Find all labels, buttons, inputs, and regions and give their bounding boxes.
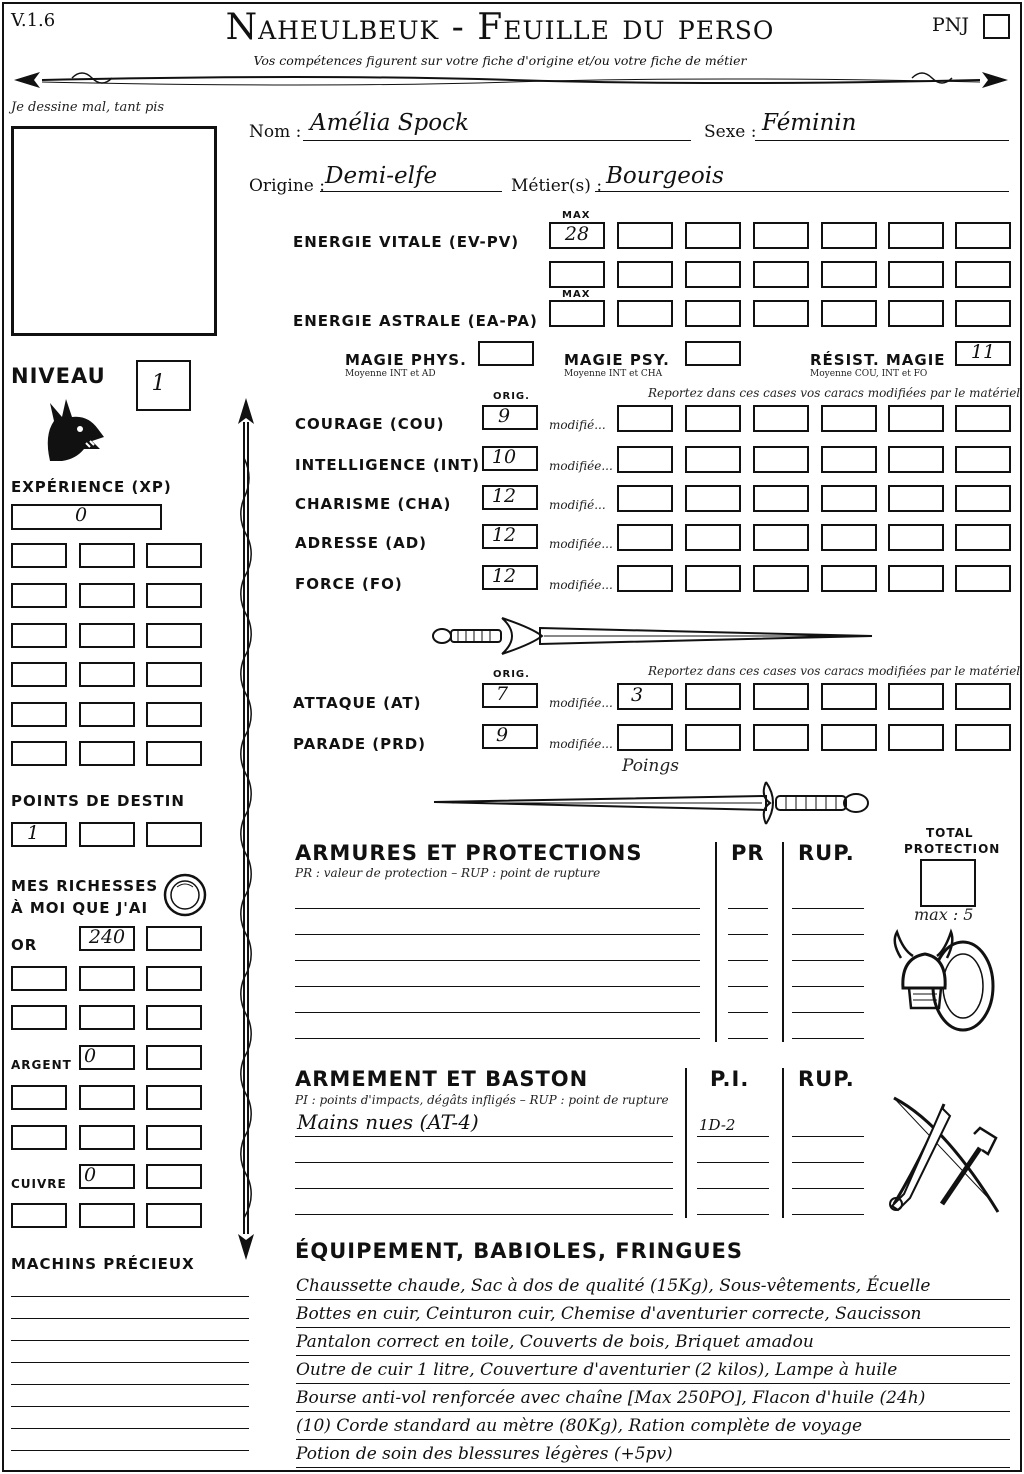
ev-max-value: 28 — [564, 223, 590, 245]
attaque-orig-value: 7 — [495, 683, 509, 705]
stats-orig-label: ORIG. — [493, 391, 530, 402]
resist-magie-note: Moyenne COU, INT et FO — [810, 369, 928, 379]
argent-value: 0 — [83, 1045, 97, 1067]
combat-orig-label: ORIG. — [493, 669, 530, 680]
stat-4-mod-box-3[interactable] — [753, 565, 809, 592]
sheet-title: Naheulbeuk - Feuille du perso — [225, 7, 775, 48]
armure-pr-line-2[interactable] — [728, 960, 768, 961]
xp-cell-1-0[interactable] — [11, 583, 67, 608]
attaque-modif-label: modifiée... — [549, 696, 613, 710]
stat-label-0: COURAGE (COU) — [295, 415, 445, 433]
ev-row-1-box-5[interactable] — [888, 222, 944, 249]
attaque-mod-box-3[interactable] — [753, 683, 809, 710]
parade-mod-box-4[interactable] — [821, 724, 877, 751]
or-value: 240 — [88, 926, 126, 948]
ea-row-box-2[interactable] — [685, 300, 741, 327]
metier-label: Métier(s) : — [511, 176, 603, 196]
ea-row-box-6[interactable] — [955, 300, 1011, 327]
niveau-label: NIVEAU — [11, 364, 106, 388]
armures-title: ARMURES ET PROTECTIONS — [295, 841, 643, 865]
resist-magie-value: 11 — [970, 341, 996, 363]
xp-cell-2-0[interactable] — [11, 623, 67, 648]
sexe-line — [755, 140, 1009, 141]
ev-max-label: MAX — [562, 210, 591, 221]
machins-label: MACHINS PRÉCIEUX — [11, 1255, 195, 1273]
total-protection-box[interactable] — [920, 859, 976, 907]
wealth-cell-0-1[interactable] — [79, 966, 135, 991]
total-label-1: TOTAL — [926, 826, 974, 840]
xp-cell-1-2[interactable] — [146, 583, 202, 608]
xp-cell-3-0[interactable] — [11, 662, 67, 687]
magie-psy-label: MAGIE PSY. — [564, 351, 670, 369]
stat-modif-label-4: modifiée... — [549, 578, 613, 592]
helmet-shield-icon — [889, 928, 999, 1034]
coin-icon — [163, 873, 207, 917]
armures-note: PR : valeur de protection – RUP : point de rupture — [295, 866, 601, 880]
ev-row-2-box-5[interactable] — [888, 261, 944, 288]
stat-modif-label-1: modifiée... — [549, 459, 613, 473]
stat-1-mod-box-6[interactable] — [955, 446, 1011, 473]
stat-2-mod-box-3[interactable] — [753, 485, 809, 512]
wealth-cell-2-1[interactable] — [79, 1085, 135, 1110]
arme-pi-line-2[interactable] — [697, 1188, 769, 1189]
stat-1-mod-box-5[interactable] — [888, 446, 944, 473]
arme-pi-0[interactable]: 1D-2 — [699, 1116, 736, 1134]
armure-name-line-4[interactable] — [295, 1012, 700, 1013]
niveau-value: 1 — [151, 371, 166, 396]
stat-0-mod-box-4[interactable] — [821, 405, 877, 432]
ev-row-1-box-6[interactable] — [955, 222, 1011, 249]
armure-name-line-3[interactable] — [295, 986, 700, 987]
destin-box-2[interactable] — [79, 822, 135, 847]
stat-modif-label-2: modifié... — [549, 498, 606, 512]
armure-pr-line-1[interactable] — [728, 934, 768, 935]
armure-name-line-2[interactable] — [295, 960, 700, 961]
richesses-label-1: MES RICHESSES — [11, 877, 159, 895]
stats-report-note: Reportez dans ces cases vos caracs modifiées par le matériel — [648, 386, 1021, 400]
parade-mod-box-6[interactable] — [955, 724, 1011, 751]
xp-cell-4-1[interactable] — [79, 702, 135, 727]
arme-name-line-2[interactable] — [295, 1188, 673, 1189]
magie-phys-box[interactable] — [478, 341, 534, 366]
cuivre-label: CUIVRE — [11, 1177, 67, 1191]
wealth-cell-4-2[interactable] — [146, 1203, 202, 1228]
stat-0-mod-box-3[interactable] — [753, 405, 809, 432]
magie-phys-label: MAGIE PHYS. — [345, 351, 467, 369]
armure-name-line-5[interactable] — [295, 1038, 700, 1039]
sexe-label: Sexe : — [704, 122, 757, 142]
or-box-2[interactable] — [146, 926, 202, 951]
cuivre-box-2[interactable] — [146, 1164, 202, 1189]
arme-rup-line-3[interactable] — [792, 1214, 864, 1215]
attaque-mod-box-6[interactable] — [955, 683, 1011, 710]
stat-2-mod-box-5[interactable] — [888, 485, 944, 512]
stat-0-mod-box-6[interactable] — [955, 405, 1011, 432]
ev-row-2-box-1[interactable] — [617, 261, 673, 288]
armures-col-sep-1 — [715, 842, 717, 1042]
wealth-cell-0-0[interactable] — [11, 966, 67, 991]
cuivre-value: 0 — [83, 1164, 97, 1186]
attaque-mod-box-5[interactable] — [888, 683, 944, 710]
wealth-cell-3-1[interactable] — [79, 1125, 135, 1150]
armement-title: ARMEMENT ET BASTON — [295, 1067, 589, 1091]
stat-modif-label-3: modifiée... — [549, 537, 613, 551]
attaque-label: ATTAQUE (AT) — [293, 694, 422, 712]
crossed-weapons-icon — [884, 1094, 1010, 1218]
xp-label: EXPÉRIENCE (XP) — [11, 478, 172, 496]
equipement-line-3[interactable]: Outre de cuir 1 litre, Couverture d'aventurier (2 kilos), Lampe à huile — [296, 1357, 1010, 1384]
arme-rup-line-1[interactable] — [792, 1162, 864, 1163]
xp-cell-0-1[interactable] — [79, 543, 135, 568]
stat-orig-value-4: 12 — [491, 565, 517, 587]
arme-rup-line-2[interactable] — [792, 1188, 864, 1189]
metier-line — [595, 191, 1009, 192]
armure-pr-line-4[interactable] — [728, 1012, 768, 1013]
stat-3-mod-box-1[interactable] — [617, 524, 673, 551]
argent-box-2[interactable] — [146, 1045, 202, 1070]
stat-orig-value-1: 10 — [491, 446, 517, 468]
vertical-spear — [234, 398, 258, 1260]
ev-row-1-box-2[interactable] — [685, 222, 741, 249]
armure-pr-line-0[interactable] — [728, 908, 768, 909]
armure-name-line-0[interactable] — [295, 908, 700, 909]
arme-name-line-1[interactable] — [295, 1162, 673, 1163]
dragon-head-icon — [40, 395, 106, 465]
wealth-cell-2-2[interactable] — [146, 1085, 202, 1110]
arme-pi-line-0[interactable] — [697, 1136, 769, 1137]
combat-report-note: Reportez dans ces cases vos caracs modifiées par le matériel — [648, 664, 1021, 678]
xp-cell-2-1[interactable] — [79, 623, 135, 648]
machins-line-5[interactable] — [11, 1406, 249, 1407]
ea-row-box-1[interactable] — [617, 300, 673, 327]
version-label: V.1.6 — [11, 10, 56, 31]
armure-name-line-1[interactable] — [295, 934, 700, 935]
richesses-label-2: À MOI QUE J'AI — [11, 899, 149, 917]
ea-max-box[interactable] — [549, 300, 605, 327]
parade-mod-box-2[interactable] — [685, 724, 741, 751]
arme-name-line-3[interactable] — [295, 1214, 673, 1215]
parade-mod-box-3[interactable] — [753, 724, 809, 751]
armure-rup-line-5[interactable] — [792, 1038, 864, 1039]
machins-line-0[interactable] — [11, 1296, 249, 1297]
arme-name-line-0[interactable] — [295, 1136, 673, 1137]
max-note: max : 5 — [914, 905, 974, 924]
ea-row-box-4[interactable] — [821, 300, 877, 327]
magie-psy-note: Moyenne INT et CHA — [564, 369, 663, 379]
attaque-mod-value-1: 3 — [630, 684, 644, 706]
armement-col-sep-2 — [782, 1068, 784, 1218]
sword-divider-top — [432, 614, 874, 656]
machins-line-3[interactable] — [11, 1362, 249, 1363]
stat-3-mod-box-6[interactable] — [955, 524, 1011, 551]
stat-3-mod-box-4[interactable] — [821, 524, 877, 551]
nom-field[interactable]: Amélia Spock — [310, 110, 469, 136]
xp-cell-0-0[interactable] — [11, 543, 67, 568]
stat-label-3: ADRESSE (AD) — [295, 534, 428, 552]
equipement-line-5[interactable]: (10) Corde standard au mètre (80Kg), Ration complète de voyage — [296, 1413, 1010, 1440]
stat-modif-label-0: modifié... — [549, 418, 606, 432]
stat-4-mod-box-2[interactable] — [685, 565, 741, 592]
xp-cell-5-1[interactable] — [79, 741, 135, 766]
equipement-line-4[interactable]: Bourse anti-vol renforcée avec chaîne [Max 250PO], Flacon d'huile (24h) — [296, 1385, 1010, 1412]
stat-2-mod-box-1[interactable] — [617, 485, 673, 512]
parade-mod-box-5[interactable] — [888, 724, 944, 751]
portrait-box[interactable] — [11, 126, 217, 336]
pnj-checkbox[interactable] — [983, 14, 1010, 39]
equipement-line-2[interactable]: Pantalon correct en toile, Couverts de bois, Briquet amadou — [296, 1329, 1010, 1356]
armure-rup-line-2[interactable] — [792, 960, 864, 961]
armures-col-sep-2 — [782, 842, 784, 1042]
armures-rup-header: RUP. — [798, 841, 855, 865]
stat-0-mod-box-2[interactable] — [685, 405, 741, 432]
stat-orig-value-0: 9 — [497, 405, 511, 427]
machins-line-2[interactable] — [11, 1340, 249, 1341]
arme-name-0[interactable]: Mains nues (AT-4) — [297, 1110, 479, 1134]
parade-orig-value: 9 — [495, 724, 509, 746]
xp-cell-4-2[interactable] — [146, 702, 202, 727]
wealth-cell-4-0[interactable] — [11, 1203, 67, 1228]
ev-row-2-box-3[interactable] — [753, 261, 809, 288]
xp-cell-5-2[interactable] — [146, 741, 202, 766]
wealth-cell-1-2[interactable] — [146, 1005, 202, 1030]
destin-label: POINTS DE DESTIN — [11, 792, 185, 810]
armure-pr-line-3[interactable] — [728, 986, 768, 987]
machins-line-6[interactable] — [11, 1428, 249, 1429]
parade-label: PARADE (PRD) — [293, 735, 427, 753]
armement-rup-header: RUP. — [798, 1067, 855, 1091]
arme-rup-line-0[interactable] — [792, 1136, 864, 1137]
resist-magie-label: RÉSIST. MAGIE — [810, 351, 946, 369]
ev-row-2-box-2[interactable] — [685, 261, 741, 288]
xp-cell-0-2[interactable] — [146, 543, 202, 568]
total-label-2: PROTECTION — [904, 842, 1001, 856]
ev-label: ENERGIE VITALE (EV-PV) — [293, 233, 520, 251]
stat-2-mod-box-2[interactable] — [685, 485, 741, 512]
wealth-cell-2-0[interactable] — [11, 1085, 67, 1110]
stat-1-mod-box-1[interactable] — [617, 446, 673, 473]
destin-value: 1 — [26, 822, 40, 844]
stat-orig-value-3: 12 — [491, 524, 517, 546]
stat-4-mod-box-4[interactable] — [821, 565, 877, 592]
stat-0-mod-box-1[interactable] — [617, 405, 673, 432]
wealth-cell-4-1[interactable] — [79, 1203, 135, 1228]
equipement-title: ÉQUIPEMENT, BABIOLES, FRINGUES — [295, 1239, 743, 1263]
xp-cell-3-1[interactable] — [79, 662, 135, 687]
magie-phys-note: Moyenne INT et AD — [345, 369, 436, 379]
stat-4-mod-box-1[interactable] — [617, 565, 673, 592]
ev-row-2-box-6[interactable] — [955, 261, 1011, 288]
portrait-caption: Je dessine mal, tant pis — [11, 100, 165, 115]
equipement-line-0[interactable]: Chaussette chaude, Sac à dos de qualité (15Kg), Sous-vêtements, Écuelle — [296, 1273, 1010, 1300]
stat-label-2: CHARISME (CHA) — [295, 495, 452, 513]
wealth-cell-3-2[interactable] — [146, 1125, 202, 1150]
magie-psy-box[interactable] — [685, 341, 741, 366]
origine-line — [320, 191, 502, 192]
stat-1-mod-box-3[interactable] — [753, 446, 809, 473]
argent-label: ARGENT — [11, 1058, 72, 1072]
ev-track-row-2-first[interactable] — [549, 261, 605, 288]
equipement-line-1[interactable]: Bottes en cuir, Ceinturon cuir, Chemise d'aventurier correcte, Saucisson — [296, 1301, 1010, 1328]
stat-label-4: FORCE (FO) — [295, 575, 403, 593]
xp-cell-1-1[interactable] — [79, 583, 135, 608]
wealth-cell-3-0[interactable] — [11, 1125, 67, 1150]
sexe-field[interactable]: Féminin — [762, 110, 857, 136]
attaque-mod-box-4[interactable] — [821, 683, 877, 710]
xp-cell-3-2[interactable] — [146, 662, 202, 687]
armure-rup-line-1[interactable] — [792, 934, 864, 935]
xp-cell-2-2[interactable] — [146, 623, 202, 648]
xp-cell-4-0[interactable] — [11, 702, 67, 727]
stat-4-mod-box-5[interactable] — [888, 565, 944, 592]
stat-label-1: INTELLIGENCE (INT) — [295, 456, 480, 474]
origine-field[interactable]: Demi-elfe — [325, 163, 438, 189]
stat-2-mod-box-4[interactable] — [821, 485, 877, 512]
nom-line — [303, 140, 691, 141]
machins-line-7[interactable] — [11, 1450, 249, 1451]
parade-mod-box-1[interactable] — [617, 724, 673, 751]
armure-pr-line-5[interactable] — [728, 1038, 768, 1039]
stat-0-mod-box-5[interactable] — [888, 405, 944, 432]
sword-divider-bottom — [432, 780, 874, 826]
stat-3-mod-box-3[interactable] — [753, 524, 809, 551]
arme-pi-line-3[interactable] — [697, 1214, 769, 1215]
armure-rup-line-3[interactable] — [792, 986, 864, 987]
ea-row-box-5[interactable] — [888, 300, 944, 327]
origine-label: Origine : — [249, 176, 325, 196]
destin-box-3[interactable] — [146, 822, 202, 847]
xp-value: 0 — [74, 504, 88, 526]
nom-label: Nom : — [249, 122, 302, 142]
arme-pi-line-1[interactable] — [697, 1162, 769, 1163]
ev-row-1-box-4[interactable] — [821, 222, 877, 249]
armure-rup-line-0[interactable] — [792, 908, 864, 909]
stat-3-mod-box-5[interactable] — [888, 524, 944, 551]
ea-label: ENERGIE ASTRALE (EA-PA) — [293, 312, 538, 330]
machins-line-4[interactable] — [11, 1384, 249, 1385]
header-spear-divider — [12, 68, 1010, 92]
parade-modif-label: modifiée... — [549, 737, 613, 751]
ev-row-1-box-1[interactable] — [617, 222, 673, 249]
armure-rup-line-4[interactable] — [792, 1012, 864, 1013]
ea-row-box-3[interactable] — [753, 300, 809, 327]
xp-cell-5-0[interactable] — [11, 741, 67, 766]
stat-orig-value-2: 12 — [491, 485, 517, 507]
ea-max-label: MAX — [562, 289, 591, 300]
machins-line-1[interactable] — [11, 1318, 249, 1319]
wealth-cell-1-1[interactable] — [79, 1005, 135, 1030]
stat-1-mod-box-4[interactable] — [821, 446, 877, 473]
metier-field[interactable]: Bourgeois — [606, 163, 724, 189]
combat-note: Poings — [622, 756, 679, 776]
stat-3-mod-box-2[interactable] — [685, 524, 741, 551]
stat-4-mod-box-6[interactable] — [955, 565, 1011, 592]
equipement-line-6[interactable]: Potion de soin des blessures légères (+5pv) — [296, 1441, 1010, 1468]
pr-header: PR — [731, 841, 765, 865]
pnj-label: PNJ — [932, 14, 970, 36]
stat-2-mod-box-6[interactable] — [955, 485, 1011, 512]
ev-row-1-box-3[interactable] — [753, 222, 809, 249]
attaque-mod-box-2[interactable] — [685, 683, 741, 710]
or-label: OR — [11, 936, 38, 954]
sheet-subtitle: Vos compétences figurent sur votre fiche d'origine et/ou votre fiche de métier — [253, 53, 747, 68]
stat-1-mod-box-2[interactable] — [685, 446, 741, 473]
ev-row-2-box-4[interactable] — [821, 261, 877, 288]
armement-col-sep-1 — [685, 1068, 687, 1218]
armement-note: PI : points d'impacts, dégâts infligés – RUP : point de rupture — [295, 1093, 669, 1107]
wealth-cell-0-2[interactable] — [146, 966, 202, 991]
wealth-cell-1-0[interactable] — [11, 1005, 67, 1030]
pi-header: P.I. — [710, 1067, 750, 1091]
